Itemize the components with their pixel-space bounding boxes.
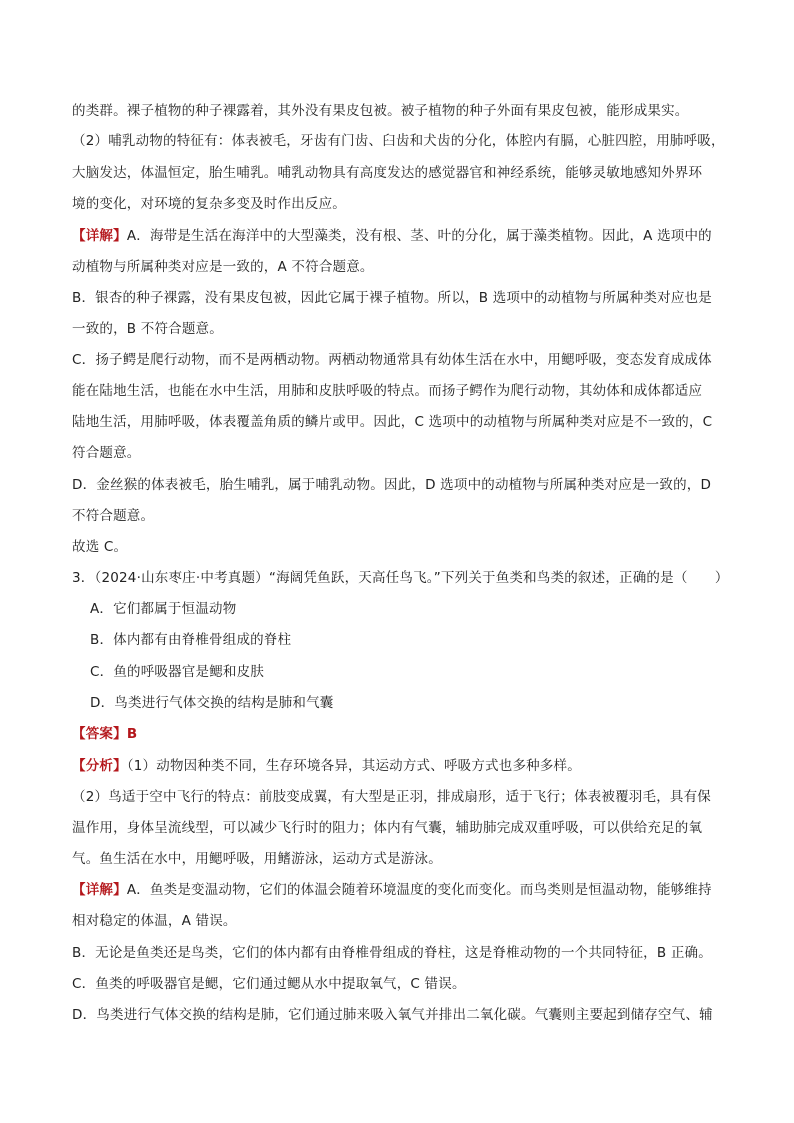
text-line: B．银杏的种子裸露，没有果皮包被，因此它属于裸子植物。所以，B 选项中的动植物与所属种类对应也是	[72, 290, 712, 306]
text-line: 境的变化，对环境的复杂多变及时作出反应。	[72, 196, 346, 212]
text-line: C．扬子鳄是爬行动物，而不是两栖动物。两栖动物通常具有幼体生活在水中，用鳃呼吸，变态发育成成体	[72, 352, 712, 368]
text-line: 一致的，B 不符合题意。	[72, 321, 223, 337]
option-c: C．鱼的呼吸器官是鳃和皮肤	[90, 664, 265, 680]
detail-tag: 【详解】	[72, 882, 127, 898]
text-line: D．鸟类进行气体交换的结构是肺，它们通过肺来吸入氧气并排出二氧化碳。气囊则主要起到储存空气、辅	[72, 1007, 713, 1023]
detail-paragraph: 【详解】A．鱼类是变温动物，它们的体温会随着环境温度的变化而变化。而鸟类则是恒温动物，能够维持	[72, 882, 712, 898]
option-d: D．鸟类进行气体交换的结构是肺和气囊	[90, 695, 334, 711]
text-line: 温作用，身体呈流线型，可以减少飞行时的阻力；体内有气囊，辅助肺完成双重呼吸，可以供给充足的氧	[72, 820, 703, 836]
text-line: B．无论是鱼类还是鸟类，它们的体内都有由脊椎骨组成的脊柱，这是脊椎动物的一个共同特征，B 正确。	[72, 945, 712, 961]
detail-paragraph: 【详解】A．海带是生活在海洋中的大型藻类，没有根、茎、叶的分化，属于藻类植物。因此，A 选项中的	[72, 228, 712, 244]
analysis-line: 【分析】（1）动物因种类不同，生存环境各异，其运动方式、呼吸方式也多种多样。	[72, 758, 581, 774]
text-line: 动植物与所属种类对应是一致的，A 不符合题意。	[72, 259, 374, 275]
text-line: 不符合题意。	[72, 508, 155, 524]
text-line: 相对稳定的体温，A 错误。	[72, 913, 237, 929]
option-a: A．它们都属于恒温动物	[90, 601, 237, 617]
text-line: 的类群。裸子植物的种子裸露着，其外没有果皮包被。被子植物的种子外面有果皮包被，能形成果实。	[72, 103, 689, 119]
text-line: 气。鱼生活在水中，用鳃呼吸，用鳍游泳，运动方式是游泳。	[72, 851, 442, 867]
text-line: C．鱼类的呼吸器官是鳃，它们通过鳃从水中提取氧气，C 错误。	[72, 976, 466, 992]
question-stem: 3．（2024·山东枣庄·中考真题）“海阔凭鱼跃，天高任鸟飞。”下列关于鱼类和鸟类的叙述，正确的是（ ）	[72, 570, 729, 586]
answer-tag: 【答案】	[72, 726, 127, 742]
text-line: D．金丝猴的体表被毛，胎生哺乳，属于哺乳动物。因此，D 选项中的动植物与所属种类对应是一致的，D	[72, 477, 712, 493]
text-line: （2）哺乳动物的特征有：体表被毛，牙齿有门齿、臼齿和犬齿的分化，体腔内有膈，心脏四腔，用肺呼吸，	[72, 133, 725, 149]
text-line: 陆地生活，用肺呼吸，体表覆盖角质的鳞片或甲。因此，C 选项中的动植物与所属种类对应是不一致的，C	[72, 414, 713, 430]
analysis-tag: 【分析】	[72, 758, 127, 774]
answer-line: 【答案】B	[72, 726, 138, 742]
text-line: 符合题意。	[72, 445, 141, 461]
text-line: 能在陆地生活，也能在水中生活，用肺和皮肤呼吸的特点。而扬子鳄作为爬行动物，其幼体和成体都适应	[72, 383, 703, 399]
detail-tag: 【详解】	[72, 228, 127, 244]
text-line: 大脑发达，体温恒定，胎生哺乳。哺乳动物具有高度发达的感觉器官和神经系统，能够灵敏地感知外界环	[72, 165, 703, 181]
option-b: B．体内都有由脊椎骨组成的脊柱	[90, 632, 292, 648]
text-line: 故选 C。	[72, 539, 128, 555]
text-line: （2）鸟适于空中飞行的特点：前肢变成翼，有大型是正羽，排成扇形，适于飞行；体表被覆羽毛，具有保	[72, 789, 711, 805]
